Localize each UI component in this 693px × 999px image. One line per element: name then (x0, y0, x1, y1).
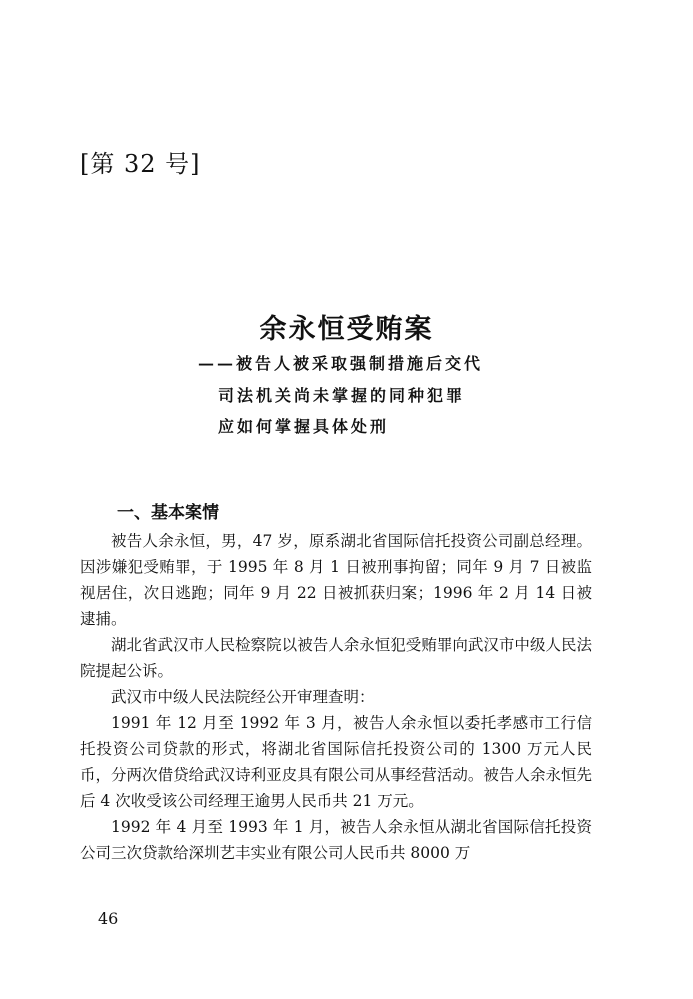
case-title: 余永恒受贿案 (259, 314, 434, 345)
subtitle-line-1: ——被告人被采取强制措施后交代 (198, 354, 484, 373)
paragraph-prosecution: 湖北省武汉市人民检察院以被告人余永恒犯受贿罪向武汉市中级人民法院提起公诉。 (80, 636, 592, 680)
paragraph-fact-1: 1991 年 12 月至 1992 年 3 月，被告人余永恒以委托孝感市工行信托投资公司贷款的形式，将湖北省国际信托投资公司的 1300 万元人民币，分两次借贷给武汉诗利亚皮具有限公司从事经营活动。被告人余永恒先后 4 次收受该公司经理王逾男人民币共 21 万元。 (80, 714, 592, 810)
paragraph-defendant-info: 被告人余永恒，男，47 岁，原系湖北省国际信托投资公司副总经理。因涉嫌犯受贿罪，于 1995 年 8 月 1 日被刑事拘留；同年 9 月 7 日被监视居住，次日逃跑；同年 9 月 22 日被抓获归案；1996 年 2 月 14 日被逮捕。 (80, 532, 592, 628)
body-text (80, 528, 592, 866)
subtitle-line-3: 应如何掌握具体处刑 (218, 417, 390, 436)
paragraph-court-finding-intro: 武汉市中级人民法院经公开审理查明： (111, 688, 375, 706)
paragraph-fact-2: 1992 年 4 月至 1993 年 1 月，被告人余永恒从湖北省国际信托投资公司三次贷款给深圳艺丰实业有限公司人民币共 8000 万 (80, 818, 592, 862)
case-number: [第 32 号] (80, 150, 201, 178)
subtitle-line-2: 司法机关尚未掌握的同种犯罪 (218, 386, 466, 405)
section-heading: 一、基本案情 (117, 503, 219, 523)
page-number: 46 (98, 909, 119, 928)
